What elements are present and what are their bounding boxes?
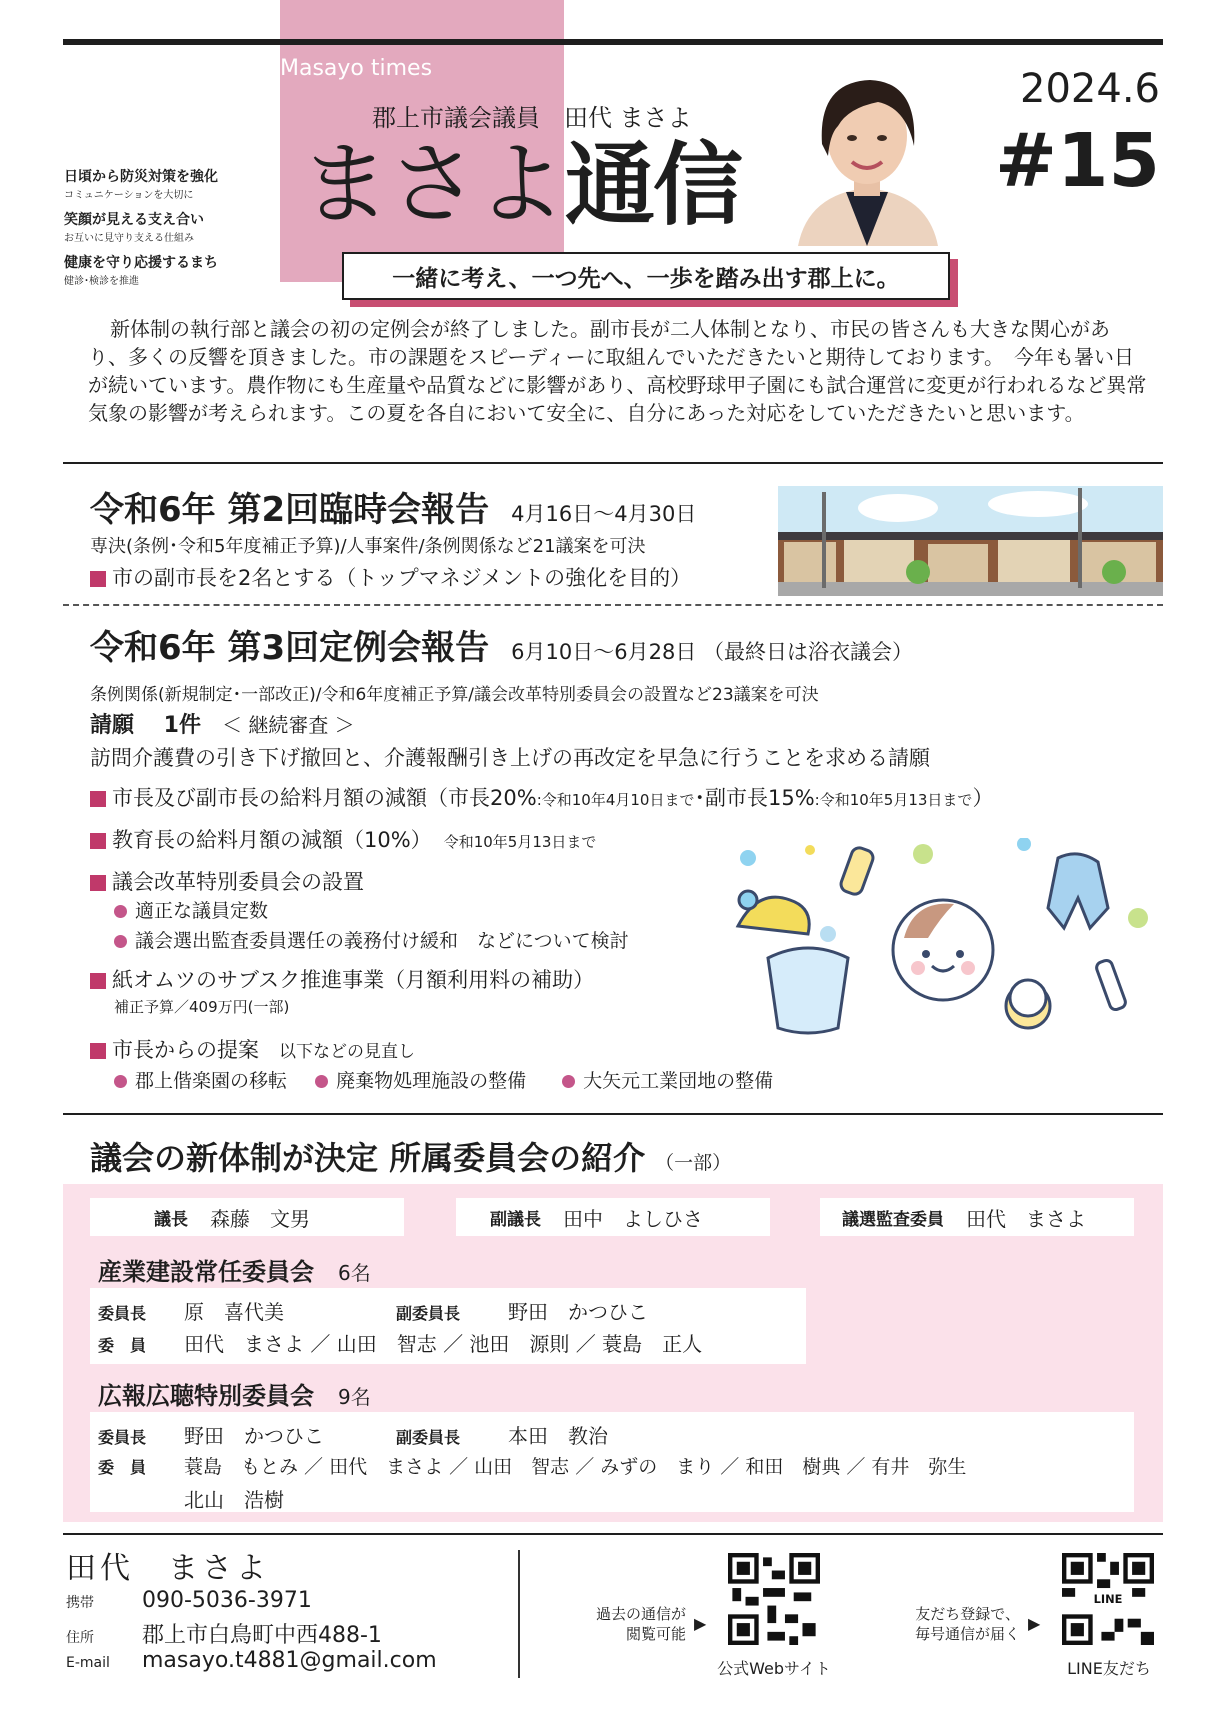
footer-phone-label: 携帯 <box>66 1595 94 1611</box>
salary-part-d: :令和10年5月13日まで <box>814 791 973 809</box>
section2-summary: 条例関係(新規制定･一部改正)/令和6年度補正予算/議会改革特別委員会の設置など23議案を可決 <box>90 685 819 705</box>
line-friend-label: LINE友だち <box>1067 1659 1151 1678</box>
bullet-dot-icon <box>114 1075 127 1088</box>
item-education-chief <box>90 824 596 854</box>
chip-chairman-name: 森藤 文男 <box>210 1206 310 1231</box>
committee1-row-members <box>98 1328 702 1357</box>
footer-address: 郡上市白鳥町中西488-1 <box>142 1623 382 1648</box>
section1-dates: 4月16日～4月30日 <box>511 502 697 526</box>
footer-email-row <box>66 1648 437 1673</box>
footer-address-row <box>66 1618 382 1649</box>
chip-auditor-label: 議選監査委員 <box>842 1209 944 1230</box>
chip-chairman <box>90 1198 404 1236</box>
tagline-3-sub: 健診･検診を推進 <box>64 276 139 287</box>
section3-title <box>90 1133 731 1179</box>
mayor-sub-3: 大矢元工業団地の整備 <box>583 1070 774 1092</box>
petition-text: 訪問介護費の引き下げ撤回と、介護報酬引き上げの再改定を早急に行うことを求める請願 <box>90 746 930 770</box>
arrow-right-icon: ▶ <box>694 1614 707 1633</box>
item-diaper-subscription <box>90 964 594 994</box>
tagline-1-sub: コミュニケーションを大切に <box>64 190 194 201</box>
arrow-right-icon: ▶ <box>1028 1614 1041 1633</box>
bullet-dot-icon <box>114 935 127 948</box>
section1-title-text: 令和6年 第2回臨時会報告 <box>90 490 490 530</box>
committee1-name: 産業建設常任委員会 <box>98 1258 314 1286</box>
committee2-member-label: 委 員 <box>98 1458 147 1477</box>
mayor-sub-2: 廃棄物処理施設の整備 <box>336 1070 527 1092</box>
section1-summary: 専決(条例･令和5年度補正予算)/人事案件/条例関係など21議案を可決 <box>90 536 646 557</box>
bullet-square-icon <box>90 571 106 587</box>
chip-auditor <box>820 1198 1134 1236</box>
footer-vertical-divider <box>518 1550 520 1678</box>
salary-part-e: ） <box>972 786 994 810</box>
bullet-square-icon <box>90 791 106 807</box>
committee1-members: 田代 まさよ ／ 山田 智志 ／ 池田 源則 ／ 蓑島 正人 <box>184 1332 703 1356</box>
section2-dates: 6月10日～6月28日 （最終日は浴衣議会） <box>511 640 913 664</box>
masthead-english: Masayo times <box>280 56 433 81</box>
taglines <box>64 166 304 295</box>
item-mayor-proposal <box>90 1034 415 1064</box>
section3-title-text: 議会の新体制が決定 所属委員会の紹介 <box>90 1139 646 1177</box>
salary-part-b: :令和10年4月10日まで <box>536 791 695 809</box>
web-caption-line2: 閲覧可能 <box>625 1625 686 1643</box>
committee2-chair: 野田 かつひこ <box>184 1424 324 1448</box>
committee1-title <box>98 1252 371 1287</box>
bullet-square-icon <box>90 1043 106 1059</box>
intro-paragraph: 新体制の執行部と議会の初の定例会が終了しました。副市長が二人体制となり、市民の皆さんも大きな関心があり、多くの反響を頂きました。市の課題をスピーディーに取組んでいただきたいと期待しております。 今年も暑い日が続いています。農作物にも生産量や品質などに影響があり、高校野球甲子園にも試合運営に変更が行われるなど異常気象の影響が考えられます。この夏を各自において安全に、自分にあった対応をしていただきたいと思います。 <box>88 317 1147 425</box>
section1-item <box>90 562 691 592</box>
committee1-count: 6名 <box>338 1261 371 1285</box>
newsletter-title-part1: まさよ <box>300 132 564 237</box>
author-role: 郡上市議会議員 田代 まさよ <box>372 104 692 132</box>
qr-code-line[interactable] <box>1062 1553 1154 1645</box>
line-caption-line1: 友だち登録で、 <box>915 1605 1020 1623</box>
portrait-photo <box>778 64 956 246</box>
bullet-dot-icon <box>114 905 127 918</box>
slogan: 一緒に考え、一つ先へ、一歩を踏み出す郡上に。 <box>342 252 950 300</box>
bullet-square-icon <box>90 973 106 989</box>
section2-title <box>90 620 913 669</box>
chip-chairman-label: 議長 <box>154 1209 188 1230</box>
section1-item-text: 市の副市長を2名とする（トップマネジメントの強化を目的） <box>112 566 692 590</box>
committee1-vice: 野田 かつひこ <box>508 1300 648 1324</box>
item-reform-committee <box>90 866 364 896</box>
bullet-dot-icon <box>315 1075 328 1088</box>
reform-sub-2-text: 議会選出監査委員選任の義務付け緩和 などについて検討 <box>135 930 629 952</box>
mayor-sub-1: 郡上偕楽園の移転 <box>135 1070 288 1092</box>
issue-date: 2024.6 <box>1020 66 1160 112</box>
tagline-2-heading: 笑顔が見える支え合い <box>64 212 204 228</box>
chip-vice-chairman <box>456 1198 770 1236</box>
mayor-note: 以下などの見直し <box>279 1042 415 1062</box>
committee1-chair-label: 委員長 <box>98 1304 147 1323</box>
item-mayor-text: 市長からの提案 <box>112 1038 259 1062</box>
committee2-name: 広報広聴特別委員会 <box>98 1382 314 1410</box>
qr-code-web[interactable] <box>728 1553 820 1645</box>
committee1-vice-label: 副委員長 <box>396 1304 461 1323</box>
committee1-card <box>90 1288 806 1364</box>
section3-title-note: （一部） <box>655 1152 732 1174</box>
diaper-note: 補正予算／409万円(一部) <box>114 998 290 1016</box>
item-edu-note: 令和10年5月13日まで <box>443 833 597 851</box>
issue-number: #15 <box>995 118 1160 204</box>
bullet-square-icon <box>90 875 106 891</box>
item-salary-reduction <box>90 782 993 812</box>
footer-phone[interactable]: 090-5036-3971 <box>142 1588 312 1613</box>
petition-status: ＜ 継続審査 ＞ <box>221 713 355 737</box>
committee2-count: 9名 <box>338 1385 371 1409</box>
reform-sub-1 <box>114 896 268 923</box>
baby-illustration <box>728 838 1148 1038</box>
footer-email-label: E-mail <box>66 1655 110 1671</box>
footer-phone-row <box>66 1588 312 1613</box>
line-caption-line2: 毎号通信が届く <box>914 1625 1020 1643</box>
section-divider-dashed <box>63 604 1163 606</box>
item-diaper-text: 紙オムツのサブスク推進事業（月額利用料の補助） <box>112 968 595 992</box>
item-salary-text <box>112 782 993 812</box>
committee1-row-leaders <box>98 1296 648 1325</box>
committee2-chair-label: 委員長 <box>98 1428 147 1447</box>
bullet-dot-icon <box>562 1075 575 1088</box>
chip-vice-chairman-label: 副議長 <box>490 1209 541 1230</box>
chip-vice-chairman-name: 田中 よしひさ <box>563 1206 703 1231</box>
committee1-chair: 原 喜代美 <box>184 1300 284 1324</box>
item-edu-text: 教育長の給料月額の減額（10%） <box>112 828 432 852</box>
petition-label: 請願 1件 <box>90 713 201 738</box>
footer-email[interactable]: masayo.t4881@gmail.com <box>142 1648 437 1673</box>
section2-title-text: 令和6年 第3回定例会報告 <box>90 628 490 668</box>
newsletter-title-part2: 通信 <box>565 132 741 238</box>
reform-sub-2 <box>114 926 629 953</box>
section-divider <box>63 1113 1163 1115</box>
petition-header <box>90 708 355 739</box>
section1-title <box>90 482 696 531</box>
salary-part-c: ･副市長15% <box>694 786 815 810</box>
committee2-row-members <box>98 1452 966 1479</box>
section-divider <box>63 462 1163 464</box>
reform-sub-1-text: 適正な議員定数 <box>135 900 269 922</box>
committee2-card <box>90 1412 1134 1512</box>
committee2-vice-label: 副委員長 <box>396 1428 461 1447</box>
committee2-title <box>98 1376 371 1411</box>
committee2-row-leaders <box>98 1420 608 1449</box>
committee2-vice: 本田 教治 <box>508 1424 608 1448</box>
tagline-2-sub: お互いに見守り支える仕組み <box>64 233 194 244</box>
committee2-row-members2: 北山 浩樹 <box>184 1488 284 1512</box>
footer-name: 田代 まさよ <box>66 1551 270 1586</box>
tagline-3-heading: 健康を守り応援するまち <box>64 255 218 271</box>
web-caption <box>562 1604 686 1644</box>
chip-auditor-name: 田代 まさよ <box>966 1206 1086 1231</box>
svg-text:LINE: LINE <box>1093 1591 1123 1606</box>
top-rule <box>63 39 1163 45</box>
committee1-member-label: 委 員 <box>98 1336 147 1355</box>
tagline-1-heading: 日頃から防災対策を強化 <box>64 169 218 185</box>
item-reform-text: 議会改革特別委員会の設置 <box>112 870 364 894</box>
line-caption <box>890 1604 1020 1644</box>
web-caption-line1: 過去の通信が <box>595 1605 686 1623</box>
salary-part-a: 市長及び副市長の給料月額の減額（市長20% <box>112 786 537 810</box>
footer-address-label: 住所 <box>66 1630 94 1646</box>
footer-divider <box>63 1533 1163 1535</box>
web-site-label: 公式Webサイト <box>717 1659 831 1678</box>
committee2-members: 蓑島 もとみ ／ 田代 まさよ ／ 山田 智志 ／ みずの まり ／ 和田 樹典 ／ 有井 弥生 <box>184 1456 967 1478</box>
bullet-square-icon <box>90 833 106 849</box>
town-illustration <box>778 486 1163 596</box>
mayor-proposal-list <box>114 1066 773 1093</box>
